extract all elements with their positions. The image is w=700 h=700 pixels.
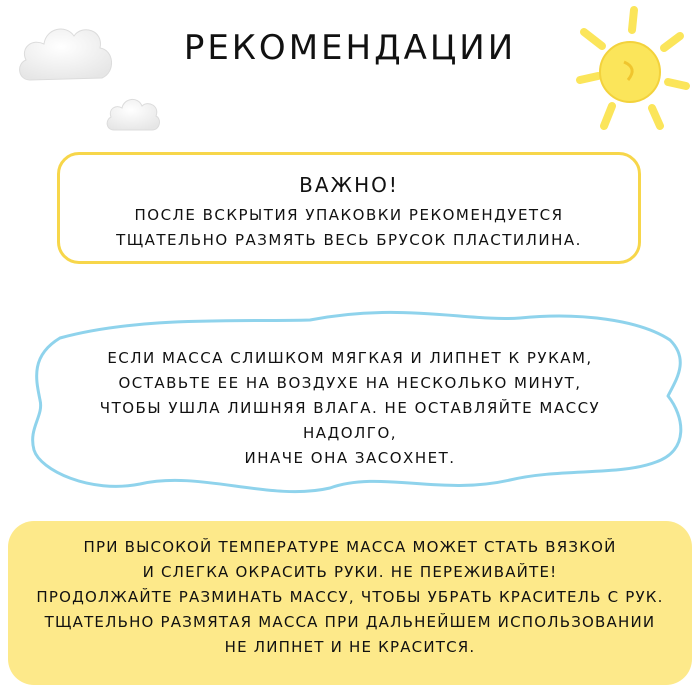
cloud-line: ИНАЧЕ ОНА ЗАСОХНЕТ.	[244, 449, 456, 467]
cloud-line: ОСТАВЬТЕ ЕЕ НА ВОЗДУХЕ НА НЕСКОЛЬКО МИНУТ,	[118, 374, 582, 392]
small-cloud-icon	[104, 92, 162, 134]
temperature-line: ТЩАТЕЛЬНО РАЗМЯТАЯ МАССА ПРИ ДАЛЬНЕЙШЕМ ИСПОЛЬЗОВАНИИ	[44, 613, 656, 631]
temperature-line: ПРОДОЛЖАЙТЕ РАЗМИНАТЬ МАССУ, ЧТОБЫ УБРАТЬ КРАСИТЕЛЬ С РУК.	[36, 588, 664, 606]
important-heading: ВАЖНО!	[299, 173, 399, 197]
temperature-notice	[8, 521, 692, 685]
temperature-line: ПРИ ВЫСОКОЙ ТЕМПЕРАТУРЕ МАССА МОЖЕТ СТАТЬ ВЯЗКОЙ	[83, 538, 617, 556]
cloud-notice	[60, 346, 640, 471]
temperature-line: И СЛЕГКА ОКРАСИТЬ РУКИ. НЕ ПЕРЕЖИВАЙТЕ!	[142, 563, 558, 581]
cloud-line: ЕСЛИ МАССА СЛИШКОМ МЯГКАЯ И ЛИПНЕТ К РУКАМ,	[107, 349, 593, 367]
temperature-line: НЕ ЛИПНЕТ И НЕ КРАСИТСЯ.	[224, 638, 476, 656]
important-notice	[57, 152, 641, 264]
page-title: РЕКОМЕНДАЦИИ	[183, 28, 517, 68]
sun-icon	[568, 2, 700, 140]
important-line: ТЩАТЕЛЬНО РАЗМЯТЬ ВЕСЬ БРУСОК ПЛАСТИЛИНА.	[116, 231, 582, 249]
important-line: ПОСЛЕ ВСКРЫТИЯ УПАКОВКИ РЕКОМЕНДУЕТСЯ	[134, 206, 564, 224]
cloud-line: ЧТОБЫ УШЛА ЛИШНЯЯ ВЛАГА. НЕ ОСТАВЛЯЙТЕ МАССУ НАДОЛГО,	[99, 399, 601, 442]
